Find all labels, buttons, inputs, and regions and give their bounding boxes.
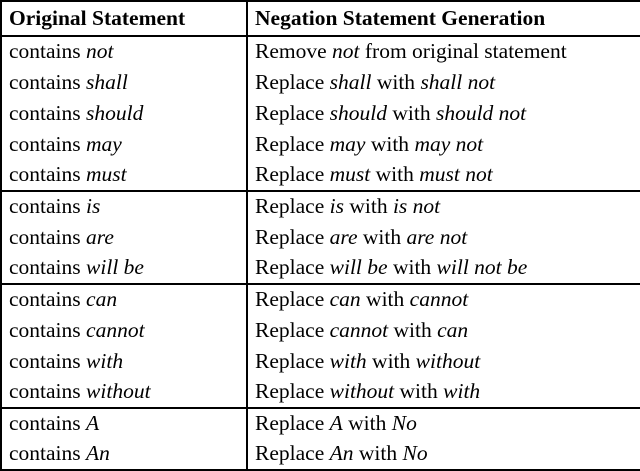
table-row bbox=[1, 253, 640, 284]
table-header bbox=[1, 1, 640, 36]
table-row bbox=[1, 377, 640, 408]
table-row bbox=[1, 284, 640, 315]
cell-original-statement: contains may bbox=[9, 131, 122, 156]
cell-original-statement: contains are bbox=[9, 224, 114, 249]
cell-original-statement: contains with bbox=[9, 348, 124, 373]
table-body bbox=[1, 36, 640, 470]
cell-negation-statement: Replace must with must not bbox=[247, 160, 640, 191]
cell-original-statement: contains not bbox=[9, 39, 114, 64]
table-row bbox=[1, 98, 640, 129]
cell-original-statement: contains An bbox=[9, 441, 110, 466]
cell-negation-statement: Replace should with should not bbox=[247, 98, 640, 129]
cell-negation-statement: Replace A with No bbox=[247, 408, 640, 439]
table-row bbox=[1, 439, 640, 470]
table-header-row bbox=[1, 1, 640, 36]
table-row bbox=[1, 67, 640, 98]
cell-original-statement: contains must bbox=[1, 160, 247, 191]
cell-negation-statement: Replace without with with bbox=[247, 377, 640, 408]
cell-negation-statement: Replace may with may not bbox=[247, 129, 640, 160]
cell-negation-statement: Replace are with are not bbox=[247, 222, 640, 253]
cell-negation-statement: Replace cannot with can bbox=[247, 315, 640, 346]
cell-negation-statement: Replace is with is not bbox=[247, 191, 640, 222]
column-header-original-statement: Original Statement bbox=[9, 5, 186, 30]
cell-original-statement: contains is bbox=[9, 194, 101, 219]
cell-original-statement: contains shall bbox=[9, 69, 128, 94]
table-row bbox=[1, 346, 640, 377]
table-row bbox=[1, 36, 640, 67]
table-row bbox=[1, 222, 640, 253]
table-row bbox=[1, 408, 640, 439]
cell-negation-statement: Replace will be with will not be bbox=[247, 253, 640, 284]
cell-negation-statement: Replace with with without bbox=[247, 346, 640, 377]
cell-original-statement: contains without bbox=[1, 377, 247, 408]
table-row bbox=[1, 160, 640, 191]
table-row bbox=[1, 191, 640, 222]
cell-original-statement: contains will be bbox=[1, 253, 247, 284]
cell-negation-statement: Replace An with No bbox=[247, 439, 640, 470]
cell-original-statement: contains A bbox=[9, 411, 100, 436]
cell-original-statement: contains cannot bbox=[9, 317, 145, 342]
cell-negation-statement: Replace shall with shall not bbox=[247, 67, 640, 98]
column-header-negation-statement-generation: Negation Statement Generation bbox=[247, 1, 640, 36]
cell-original-statement: contains should bbox=[9, 100, 144, 125]
table-row bbox=[1, 129, 640, 160]
table-row bbox=[1, 315, 640, 346]
cell-negation-statement: Replace can with cannot bbox=[247, 284, 640, 315]
cell-original-statement: contains can bbox=[9, 287, 118, 312]
cell-negation-statement: Remove not from original statement bbox=[247, 36, 640, 67]
